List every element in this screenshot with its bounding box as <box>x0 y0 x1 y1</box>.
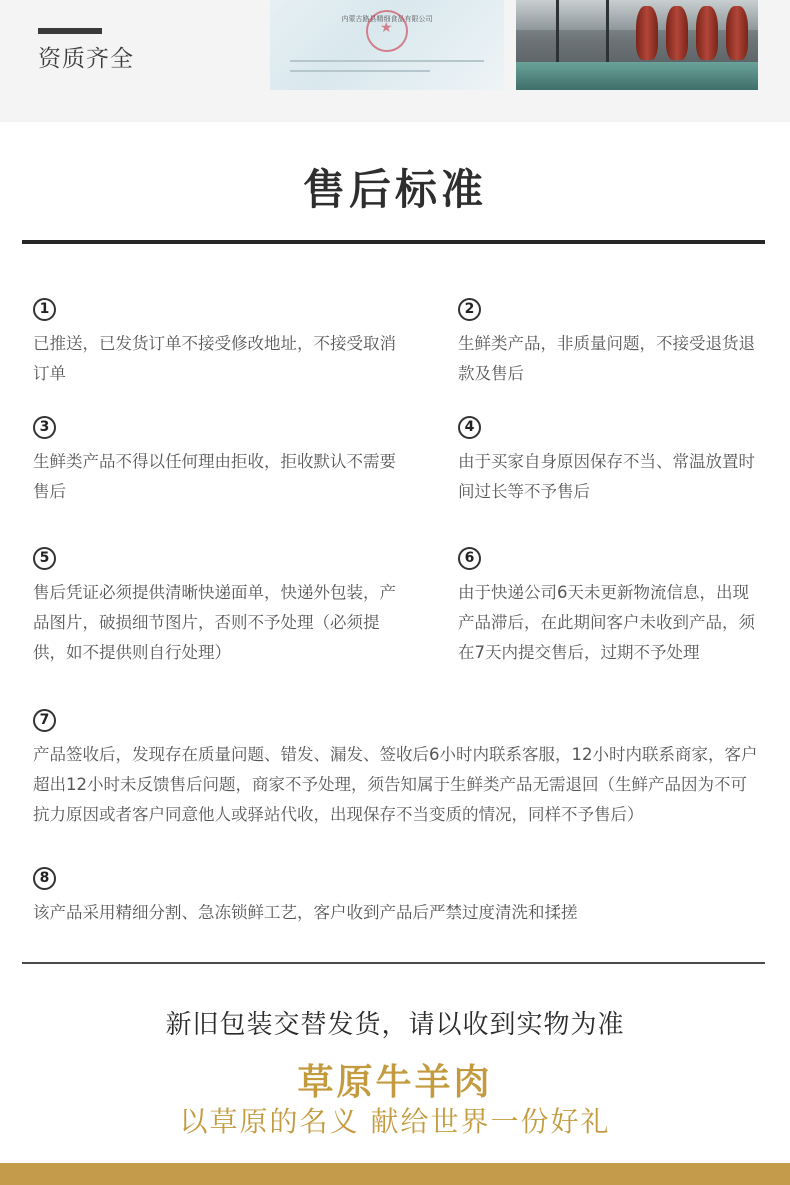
item-text: 该产品采用精细分割、急冻锁鲜工艺，客户收到产品后严禁过度清洗和揉搓 <box>33 903 578 922</box>
top-section <box>0 0 790 122</box>
item-number-badge: 2 <box>458 298 481 321</box>
policy-item-3 <box>33 416 403 507</box>
official-seal-icon <box>366 10 408 52</box>
policy-item-1 <box>33 298 403 389</box>
item-number-badge: 7 <box>33 709 56 732</box>
item-number-badge: 1 <box>33 298 56 321</box>
item-text: 生鲜类产品，非质量问题，不接受退货退款及售后 <box>458 334 755 383</box>
section-accent-bar <box>38 28 102 34</box>
policy-item-8 <box>33 867 758 928</box>
processing-plant-image <box>516 0 758 90</box>
policy-item-5 <box>33 547 403 668</box>
item-number-badge: 5 <box>33 547 56 570</box>
policy-item-7 <box>33 709 758 830</box>
item-text: 生鲜类产品不得以任何理由拒收，拒收默认不需要售后 <box>33 452 396 501</box>
certificate-line <box>290 60 484 62</box>
policy-item-4 <box>458 416 758 507</box>
certificate-line <box>290 70 430 72</box>
policy-item-2 <box>458 298 758 389</box>
item-text: 由于快递公司6天未更新物流信息，出现产品滞后，在此期间客户未收到产品，须在7天内提交售后，过期不予处理 <box>458 583 755 662</box>
brand-slogan: 以草原的名义 献给世界一份好礼 <box>179 1105 611 1138</box>
policy-item-6 <box>458 547 758 668</box>
certificate-title: 内蒙古路县精细食品有限公司 <box>341 15 433 23</box>
qualification-label: 资质齐全 <box>38 46 134 72</box>
certificate-image <box>270 0 504 90</box>
footer-divider <box>22 962 765 964</box>
item-text: 已推送，已发货订单不接受修改地址，不接受取消订单 <box>33 334 396 383</box>
title-divider <box>22 240 765 244</box>
bottom-accent-bar <box>0 1163 790 1185</box>
item-text: 产品签收后，发现存在质量问题、错发、漏发、签收后6小时内联系客服，12小时内联系商家，客户超出12小时未反馈售后问题，商家不予处理，须告知属于生鲜类产品无需退回（生鲜产品因为不可抗力原因或者客户同意他人或驿站代收，出现保存不当变质的情况，同样不予售后） <box>33 745 758 824</box>
item-text: 售后凭证必须提供清晰快递面单，快递外包装，产品图片，破损细节图片，否则不予处理（必须提供，如不提供则自行处理） <box>33 583 396 662</box>
item-number-badge: 4 <box>458 416 481 439</box>
item-number-badge: 6 <box>458 547 481 570</box>
page-title: 售后标准 <box>302 165 487 214</box>
item-number-badge: 8 <box>33 867 56 890</box>
item-text: 由于买家自身原因保存不当、常温放置时间过长等不予售后 <box>458 452 755 501</box>
item-number-badge: 3 <box>33 416 56 439</box>
packaging-notice: 新旧包装交替发货，请以收到实物为准 <box>165 1010 625 1040</box>
brand-name: 草原牛羊肉 <box>297 1061 493 1103</box>
